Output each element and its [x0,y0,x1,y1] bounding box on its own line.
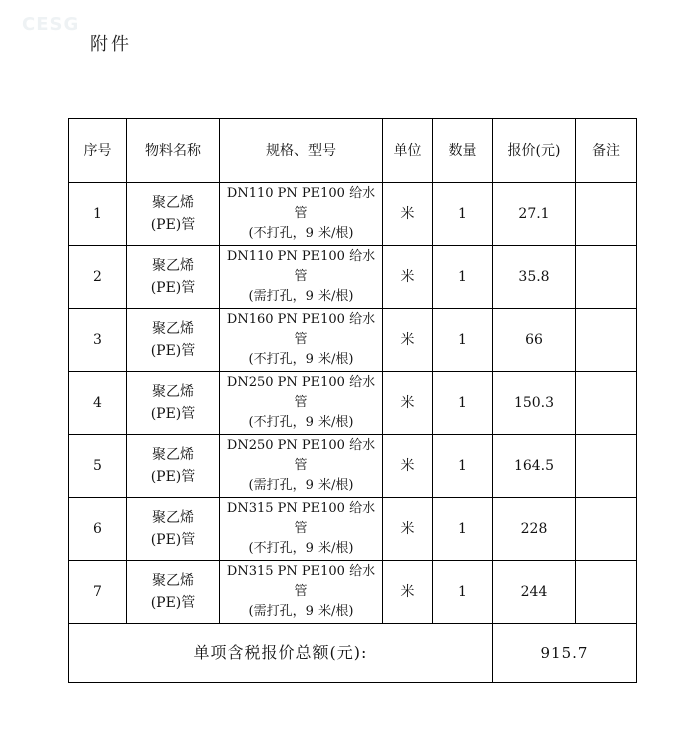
row-index: 7 [69,561,127,624]
row-spec: DN250 PN PE100 给水 管 (需打孔，9 米/根) [220,435,383,498]
row-spec: DN315 PN PE100 给水 管 (不打孔，9 米/根) [220,498,383,561]
row-name: 聚乙烯 (PE)管 [127,561,220,624]
row-index: 4 [69,372,127,435]
row-spec: DN110 PN PE100 给水 管 (需打孔，9 米/根) [220,246,383,309]
table-row [69,183,637,246]
header-name: 物料名称 [127,119,220,183]
total-label: 单项含税报价总额(元): [69,624,493,683]
row-note [576,309,637,372]
row-note [576,246,637,309]
row-index: 1 [69,183,127,246]
watermark-logo: CESG [22,14,80,35]
row-price: 164.5 [493,435,576,498]
table-row [69,246,637,309]
table-row [69,309,637,372]
row-unit: 米 [383,246,433,309]
row-spec: DN250 PN PE100 给水 管 (不打孔，9 米/根) [220,372,383,435]
row-qty: 1 [433,372,493,435]
row-spec: DN110 PN PE100 给水 管 (不打孔，9 米/根) [220,183,383,246]
row-unit: 米 [383,183,433,246]
row-qty: 1 [433,309,493,372]
total-row [69,624,637,683]
row-name: 聚乙烯 (PE)管 [127,183,220,246]
row-note [576,498,637,561]
row-name: 聚乙烯 (PE)管 [127,372,220,435]
row-price: 66 [493,309,576,372]
header-price: 报价(元) [493,119,576,183]
header-spec: 规格、型号 [220,119,383,183]
quotation-table [68,118,637,683]
row-price: 35.8 [493,246,576,309]
row-qty: 1 [433,561,493,624]
header-note: 备注 [576,119,637,183]
table-header-row [69,119,637,183]
table-row [69,435,637,498]
row-name: 聚乙烯 (PE)管 [127,498,220,561]
row-price: 228 [493,498,576,561]
row-spec: DN160 PN PE100 给水 管 (不打孔，9 米/根) [220,309,383,372]
row-name: 聚乙烯 (PE)管 [127,435,220,498]
row-note [576,561,637,624]
row-qty: 1 [433,246,493,309]
table-row [69,498,637,561]
row-index: 6 [69,498,127,561]
row-unit: 米 [383,561,433,624]
row-qty: 1 [433,498,493,561]
row-name: 聚乙烯 (PE)管 [127,309,220,372]
row-index: 5 [69,435,127,498]
table-row [69,372,637,435]
header-qty: 数量 [433,119,493,183]
row-unit: 米 [383,309,433,372]
row-spec: DN315 PN PE100 给水 管 (需打孔，9 米/根) [220,561,383,624]
page-title: 附件 [90,34,132,55]
row-note [576,183,637,246]
row-note [576,372,637,435]
total-value: 915.7 [493,624,637,683]
row-unit: 米 [383,372,433,435]
row-name: 聚乙烯 (PE)管 [127,246,220,309]
table-row [69,561,637,624]
row-qty: 1 [433,183,493,246]
row-unit: 米 [383,435,433,498]
row-price: 150.3 [493,372,576,435]
row-qty: 1 [433,435,493,498]
row-unit: 米 [383,498,433,561]
header-unit: 单位 [383,119,433,183]
row-price: 27.1 [493,183,576,246]
row-note [576,435,637,498]
row-price: 244 [493,561,576,624]
row-index: 3 [69,309,127,372]
header-index: 序号 [69,119,127,183]
row-index: 2 [69,246,127,309]
